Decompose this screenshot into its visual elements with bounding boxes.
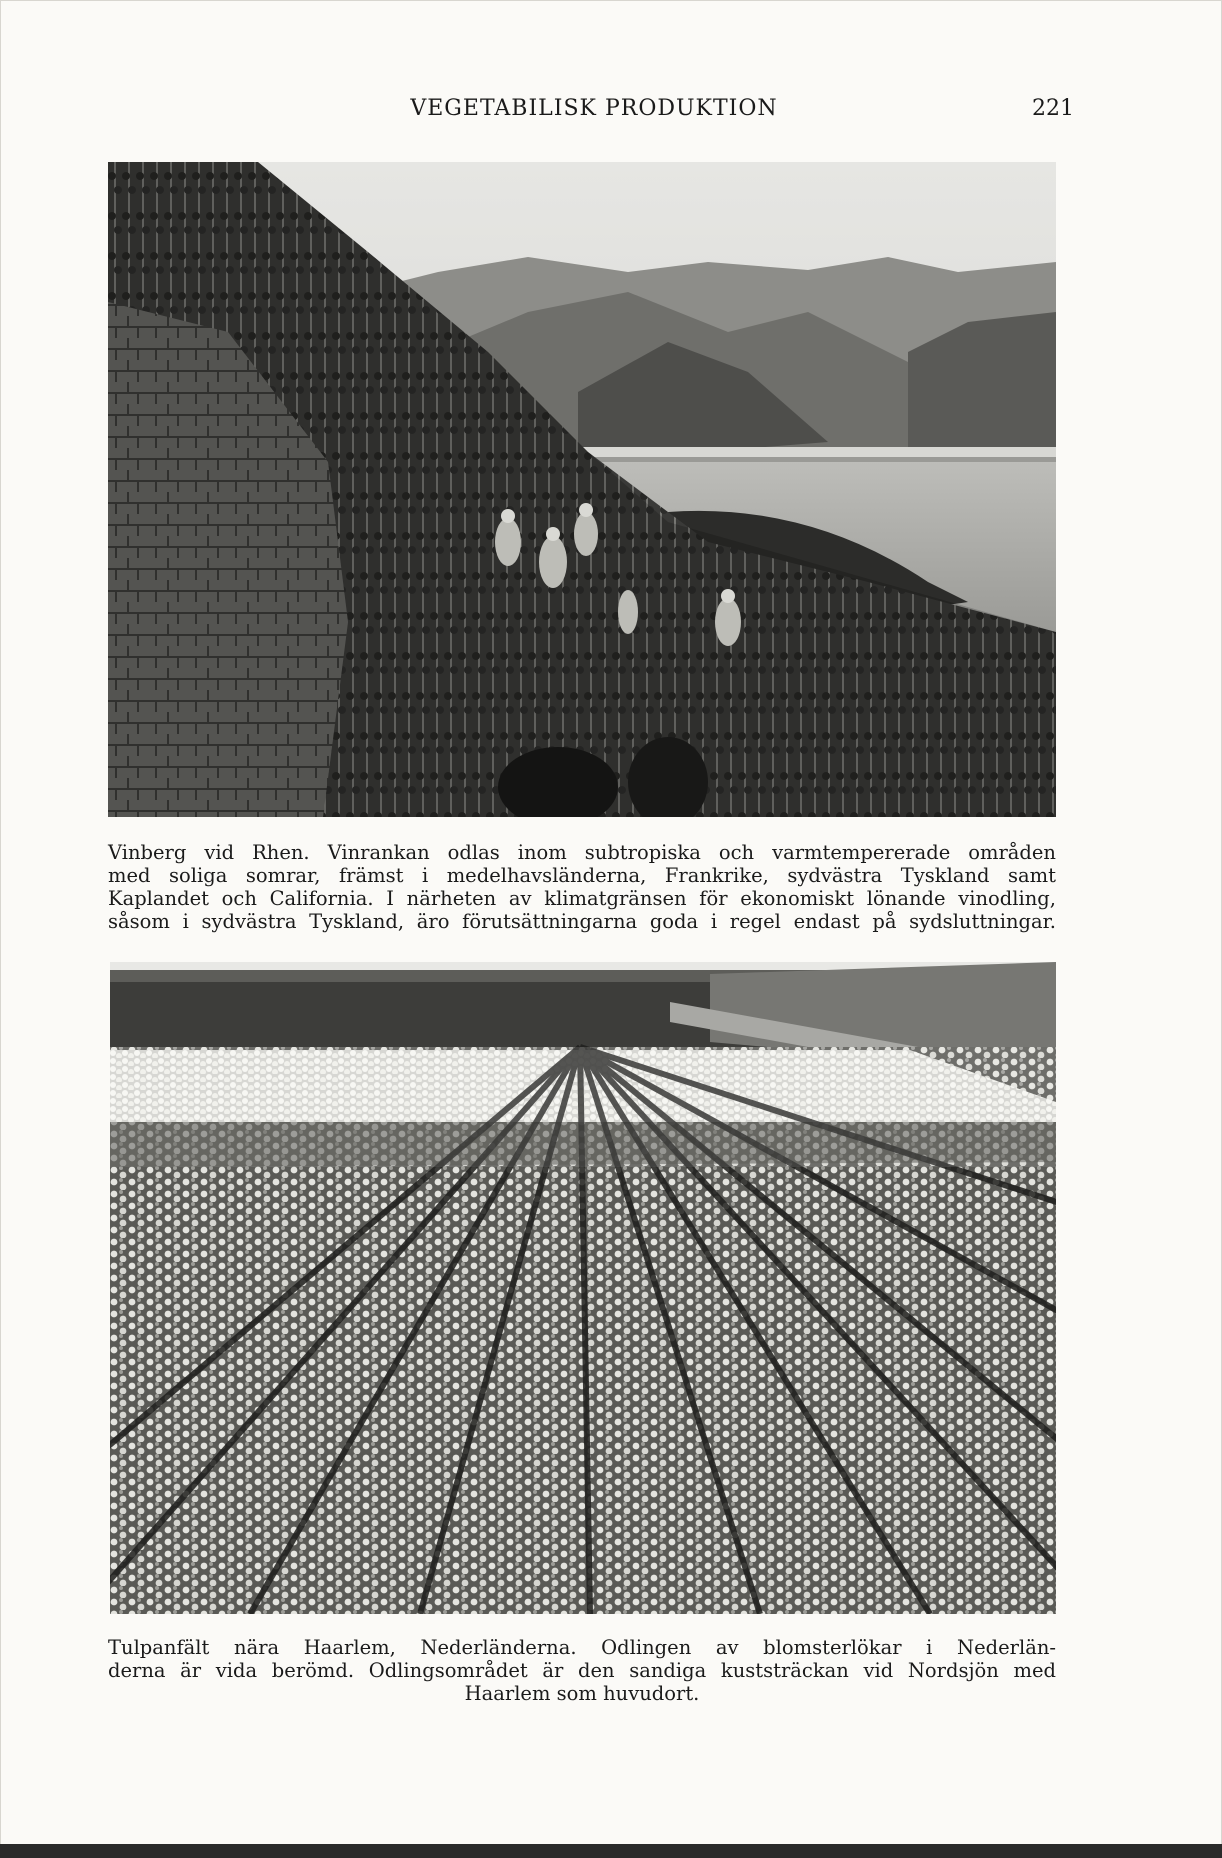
vineyard-illustration	[108, 162, 1056, 817]
caption-line: Kaplandet och California. I närheten av klimatgränsen för ekonomiskt lönande vinodling,	[108, 887, 1056, 910]
caption-line: derna är vida berömd. Odlingsområdet är den sandiga kuststräckan vid Nordsjön med	[108, 1659, 1056, 1682]
caption-line: såsom i sydvästra Tyskland, äro förutsättningarna goda i regel endast på sydsluttningar.	[108, 910, 1056, 933]
caption-line: Vinberg vid Rhen. Vinrankan odlas inom subtropiska och varmtempererade områden	[108, 841, 1056, 864]
running-title: VEGETABILISK PRODUKTION	[410, 96, 778, 121]
page-header	[108, 96, 1080, 128]
tulip-field-photo	[110, 962, 1056, 1614]
scan-edge	[0, 1844, 1222, 1858]
tulip-field-caption	[108, 1636, 1056, 1705]
vineyard-photo	[108, 162, 1056, 817]
caption-line: Tulpanfält nära Haarlem, Nederländerna. Odlingen av blomsterlökar i Nederlän-	[108, 1636, 1056, 1659]
caption-line: med soliga somrar, främst i medelhavsländerna, Frankrike, sydvästra Tyskland samt	[108, 864, 1056, 887]
tulip-field-illustration	[110, 962, 1056, 1614]
caption-line: Haarlem som huvudort.	[464, 1682, 700, 1705]
page-number: 221	[1032, 96, 1074, 121]
vineyard-caption	[108, 841, 1056, 933]
